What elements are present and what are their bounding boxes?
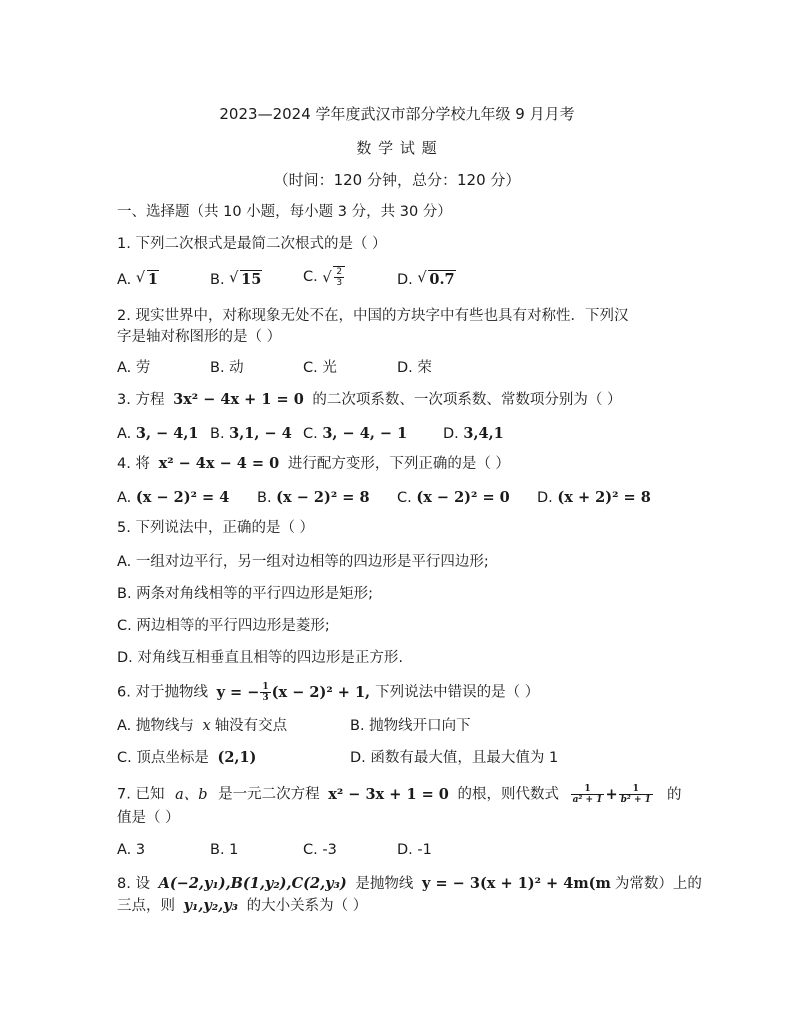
- q5-option-c: C. 两边相等的平行四边形是菱形;: [117, 618, 330, 634]
- subject-title: 数 学 试 题: [356, 139, 438, 157]
- q4-option-a: A. (x − 2)² = 4: [117, 489, 230, 506]
- q1-option-b: B. √ 15: [210, 270, 262, 288]
- q7-option-b: B. 1: [210, 842, 239, 858]
- q1-b-sqrt: √ 15: [229, 270, 262, 288]
- q3-option-a: A. 3, − 4,1: [117, 425, 199, 442]
- q5-option-a: A. 一组对边平行，另一组对边相等的四边形是平行四边形;: [117, 554, 489, 570]
- q2-stem-line2: 字是轴对称图形的是（ ）: [117, 329, 282, 345]
- q2-stem-line1: 2. 现实世界中，对称现象无处不在，中国的方块字中有些也具有对称性．下列汉: [117, 308, 629, 324]
- exam-title: 2023—2024 学年度武汉市部分学校九年级 9 月月考: [219, 105, 575, 123]
- q6-option-b: B. 抛物线开口向下: [350, 718, 471, 734]
- q6-option-c: C. 顶点坐标是 (2,1): [117, 749, 257, 766]
- q1-option-c: C. √ $\frac{2}{3}$: [303, 266, 345, 288]
- q1-option-d: D. √ 0.7: [397, 270, 455, 288]
- q3-option-d: D. 3,4,1: [443, 425, 504, 442]
- q5-option-b: B. 两条对角线相等的平行四边形是矩形;: [117, 586, 374, 602]
- q1-c-sqrt: √ $\frac{2}{3}$: [322, 266, 345, 288]
- q3-option-b: B. 3,1, − 4: [210, 425, 292, 442]
- q6-option-d: D. 函数有最大值，且最大值为 1: [350, 750, 559, 766]
- q2-option-a: A. 劳: [117, 360, 151, 376]
- q7-option-a: A. 3: [117, 842, 146, 858]
- q4-equation: x² − 4x − 4 = 0: [158, 455, 280, 472]
- q4-option-d: D. (x + 2)² = 8: [537, 489, 651, 506]
- q3-option-c: C. 3, − 4, − 1: [303, 425, 408, 442]
- section-heading: 一、选择题（共 10 小题，每小题 3 分，共 30 分）: [117, 204, 452, 220]
- q1-a-label: A.: [117, 272, 132, 288]
- q6-option-a: A. 抛物线与 x 轴没有交点: [117, 718, 288, 734]
- q2-option-c: C. 光: [303, 360, 337, 376]
- q8-stem-line1: 8. 设 A(−2,y₁),B(1,y₂),C(2,y₃) 是抛物线 y = − 3(x + 1)² + 4m(m 为常数）上的: [117, 875, 702, 892]
- q7-option-d: D. -1: [397, 842, 432, 858]
- q5-stem: 5. 下列说法中，正确的是（ ）: [117, 520, 315, 536]
- q4-stem: 4. 将 x² − 4x − 4 = 0 进行配方变形，下列正确的是（ ）: [117, 455, 510, 472]
- q1-option-a: [117, 270, 159, 290]
- q7-stem-line2: 值是（ ）: [117, 810, 180, 826]
- q7-option-c: C. -3: [303, 842, 337, 858]
- q5-option-d: D. 对角线互相垂直且相等的四边形是正方形.: [117, 650, 403, 666]
- q3-stem: 3. 方程 3x² − 4x + 1 = 0 的二次项系数、一次项系数、常数项分别为（ ）: [117, 391, 622, 408]
- q1-a-sqrt: √ 1: [135, 270, 158, 288]
- q3-equation: 3x² − 4x + 1 = 0: [173, 391, 304, 408]
- q8-stem-line2: 三点，则 y₁,y₂,y₃ 的大小关系为（ ）: [117, 897, 368, 914]
- q2-option-d: D. 荣: [397, 360, 432, 376]
- q4-option-b: B. (x − 2)² = 8: [257, 489, 370, 506]
- q1-stem: 1. 下列二次根式是最简二次根式的是（ ）: [117, 236, 387, 252]
- q4-option-c: C. (x − 2)² = 0: [397, 489, 510, 506]
- q6-equation: y = − $\frac{1}{3}$ (x − 2)² + 1,: [216, 682, 371, 703]
- q1-d-sqrt: √ 0.7: [417, 270, 455, 288]
- q2-option-b: B. 动: [210, 360, 244, 376]
- exam-info: （时间：120 分钟，总分：120 分）: [273, 171, 521, 189]
- q6-stem: 6. 对于抛物线 y = − $\frac{1}{3}$ (x − 2)² + 1, 下列说法中错误的是（ ）: [117, 682, 540, 703]
- q7-stem-line1: 7. 已知 a、b 是一元二次方程 x² − 3x + 1 = 0 的根，则代数式 $\frac{1}{\text{a² + 1}}$ + $\frac{1}{\text{b² + 1}}$ 的: [117, 784, 682, 805]
